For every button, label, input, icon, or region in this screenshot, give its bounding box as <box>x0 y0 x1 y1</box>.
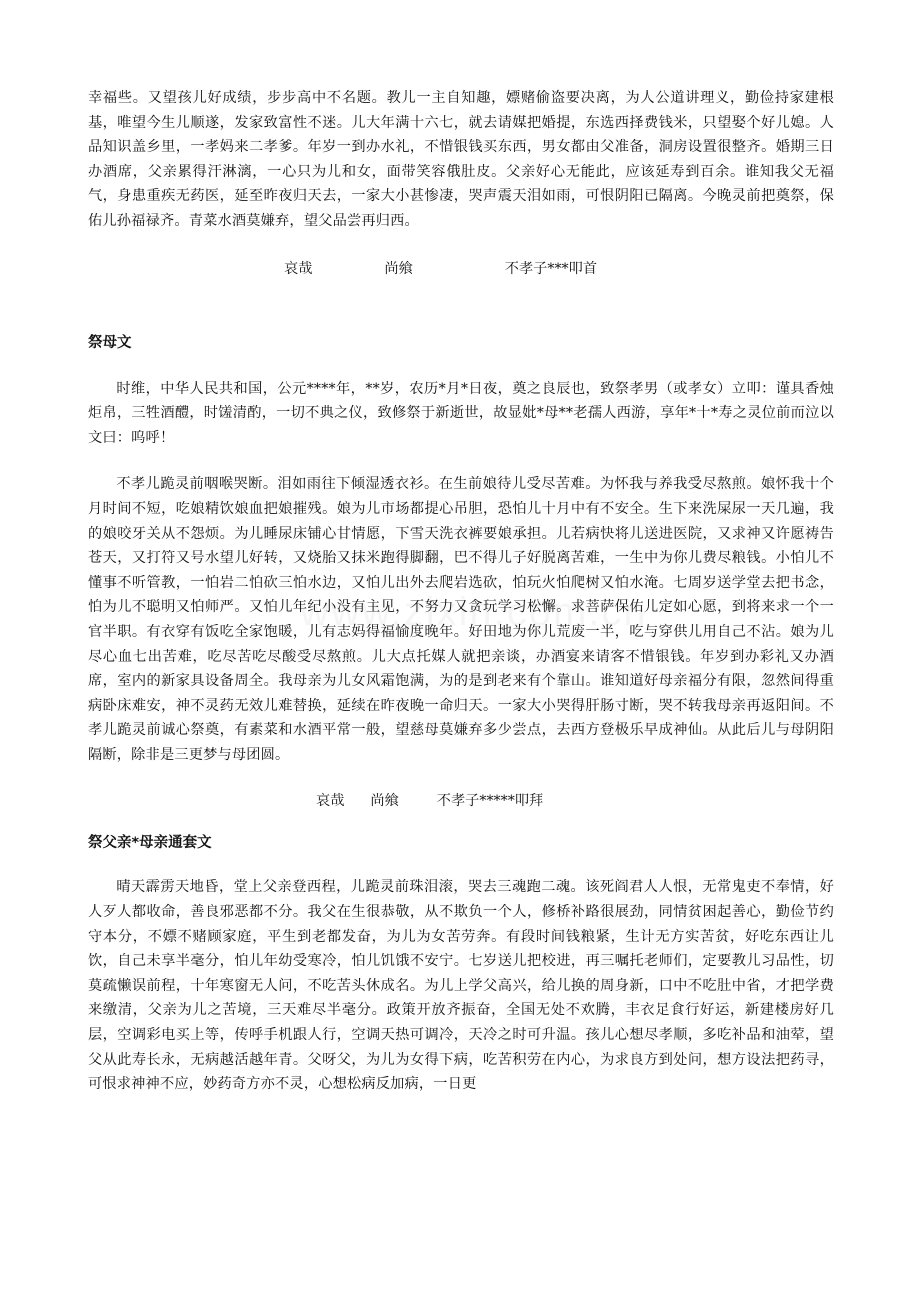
signoff-shangxiang: 尚飨 <box>384 260 413 277</box>
mother-body-paragraph: 不孝儿跪灵前咽喉哭断。泪如雨往下倾湿透衣衫。在生前娘待儿受尽苦难。为怀我与养我受尽熬煎。娘怀我十个月时间不短，吃娘精饮娘血把娘摧残。娘为儿市场都提心吊胆，恐怕儿十月中有不安全。生下来洗屎尿一天几遍，我的娘咬牙关从不怨烦。为儿睡尿床铺心甘情愿，下雪天洗衣裤要娘承担。儿若病快将儿送进医院，又求神又许愿祷告苍天，又打符又号水望儿好转，又烧胎又抹米跑得脚翻，巴不得儿子好脱离苦难，一生中为你儿费尽粮钱。小怕儿不懂事不听管教，一怕岩二怕砍三怕水边，又怕儿出外去爬岩选砍，怕玩火怕爬树又怕水淹。七周岁送学堂去把书念，怕为儿不聪明又怕师严。又怕儿年纪小没有主见，不努力又贪玩学习松懈。求菩萨保佑儿定如心愿，到将来求一个一官半职。有衣穿有饭吃全家饱暖，儿有志妈得福愉度晚年。好田地为你儿荒废一半，吃与穿供儿用自己不沾。娘为儿尽心血七出苦难，吃尽苦吃尽酸受尽熬煎。儿大点托媒人就把亲谈，办酒宴来请客不惜银钱。年岁到办彩礼又办酒席，室内的新家具设备周全。我母亲为儿女风霜饱满，为的是到老来有个靠山。谁知道好母亲福分有限，忽然间得重病卧床难安，神不灵药无效儿难替换，延续在昨夜晚一命归天。一家大小哭得肝肠寸断，哭不转我母亲再返阳间。不孝儿跪灵前诚心祭奠，有素菜和水酒平常一般，望慈母莫嫌弃多少尝点，去西方登极乐早成神仙。从此后儿与母阴阳隔断，除非是三更梦与母团圆。 <box>88 476 834 763</box>
signoff-name: 不孝子*****叩拜 <box>436 793 544 810</box>
section-title-mother: 祭母文 <box>88 334 132 351</box>
signoff-line <box>88 257 834 281</box>
mother-intro-paragraph: 时维，中华人民共和国，公元****年，**岁，农历*月*日夜，奠之良辰也，致祭孝男（或孝女）立叩：谨具香烛炬帛，三牲酒醴，时馐清酌，一切不典之仪，致修祭于新逝世，故显妣*母**老孺人西游，享年*十*寿之灵位前而泣以文曰：呜呼！ <box>88 380 834 446</box>
signoff-shangxiang: 尚飨 <box>370 793 399 810</box>
parents-body-paragraph: 晴天霹雳天地昏，堂上父亲登西程，儿跪灵前珠泪滚，哭去三魂跑二魂。该死阎君人人恨，无常鬼吏不奉情，好人歹人都收命，善良邪恶都不分。我父在生很恭敬，从不欺负一个人，修桥补路很展劲，同情贫困起善心，勤俭节约守本分，不嫖不赌顾家庭，平生到老都发奋，为儿为女苦劳奔。有段时间钱粮紧，生计无方实苦贫，好吃东西让儿饮，自己未享半毫分，怕儿年幼受寒冷，怕儿饥饿不安宁。七岁送儿把校进，再三嘱托老师们，定要教儿习品性，切莫疏懒误前程，十年寒窗无人问，不吃苦头休成名。为儿上学父高兴，给儿换的周身新，口中不吃肚中省，才把学费来缴清，父亲为儿之苦境，三天难尽半毫分。政策开放齐振奋，全国无处不欢腾，丰衣足食行好运，新建楼房好几层，空调彩电买上等，传呼手机跟人行，空调天热可调冷，天冷之时可升温。孩儿心想尽孝顺，多吃补品和油荤，望父从此寿长永，无病越活越年青。父呀父，为儿为女得下病，吃苦积劳在内心，为求良方到处问，想方设法把药寻，可恨求神神不应，妙药奇方亦不灵，心想松病反加病，一日更 <box>88 879 834 1093</box>
section-title-parents: 祭父亲*母亲通套文 <box>88 835 212 852</box>
signoff-name: 不孝子***叩首 <box>504 260 598 277</box>
signoff-line-mother <box>88 789 834 813</box>
signoff-aizai: 哀哉 <box>284 260 313 277</box>
continuation-paragraph: 幸福些。又望孩儿好成绩，步步高中不名题。教儿一主自知趣，嫖赌偷盗要决离，为人公道讲理义，勤俭持家建根基，唯望今生儿顺遂，发家致富性不迷。儿大年满十六七，就去请媒把婚提，东选西择费钱米，只望娶个好儿媳。人品知识盖乡里，一孝妈来二孝爹。年岁一到办水礼，不惜银钱买东西，男女都由父准备，洞房设置很整齐。婚期三日办酒席，父亲累得汗淋漓，一心只为儿和女，面带笑容俄肚皮。父亲好心无能此，应该延寿到百余。谁知我父无福气，身患重疾无药医，延至昨夜归天去，一家大小甚惨凄，哭声震天泪如雨，可恨阴阳已隔离。今晚灵前把奠祭，保佑儿孙福禄齐。青菜水酒莫嫌弃，望父品尝再归西。 <box>88 90 834 229</box>
signoff-aizai: 哀哉 <box>316 793 345 810</box>
